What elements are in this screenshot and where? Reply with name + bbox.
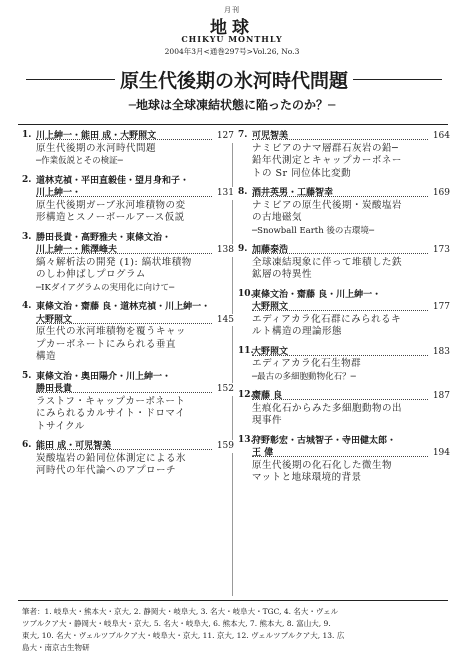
feature-title: 原生代後期の氷河時代問題 — [120, 70, 349, 92]
affiliation-line: 筆者：1. 岐阜大・熊本大・京大, 2. 静岡大・岐阜大, 3. 名大・岐阜大・TGC, 4. 名大・ヴェル — [22, 607, 339, 616]
article-number: 13. — [238, 434, 254, 445]
article-title-line: エディアカラ化石生物群 — [252, 358, 362, 369]
article-authors — [252, 244, 450, 257]
article-entry[interactable] — [238, 244, 450, 282]
page-number: 177 — [432, 302, 450, 312]
article-title-line: 形構造とスノーボールアース仮説 — [36, 212, 185, 223]
article-authors — [36, 130, 234, 143]
feature-title-row — [26, 66, 442, 93]
journal-name: 地球 — [210, 18, 254, 38]
author-text: 大野照文 — [252, 302, 289, 312]
page-number: 145 — [216, 314, 234, 325]
article-title-line: 原生代の氷河堆積物を覆うキャッ — [36, 326, 187, 337]
page-number: 131 — [216, 188, 234, 198]
article-title-line: 生痕化石からみた多細胞動物の出 — [252, 402, 403, 414]
article-number: 4. — [22, 301, 32, 311]
page-number: 152 — [216, 384, 234, 394]
article-title-line: トサイクル — [36, 420, 85, 432]
contents-left-column — [22, 130, 234, 485]
article-number: 8. — [238, 187, 248, 197]
author-text: 東條文治・齋藤 良・道林克禎・川上紳一・ — [36, 302, 211, 312]
article-authors — [36, 371, 234, 384]
article-authors — [36, 175, 234, 188]
article-number: 7. — [238, 130, 248, 140]
article-entry[interactable] — [238, 346, 450, 384]
page-number: 169 — [432, 188, 450, 198]
article-authors — [252, 187, 450, 200]
author-text: 加藤泰浩 — [252, 245, 289, 255]
article-entry[interactable] — [238, 390, 450, 428]
article-entry[interactable] — [238, 289, 450, 339]
affiliations-footnote — [22, 606, 444, 654]
page-leader-dots — [36, 449, 212, 450]
feature-subtitle: ─地球は全球凍結状態に陥ったのか？─ — [128, 98, 336, 112]
article-entry[interactable] — [238, 187, 450, 237]
page-leader-dots — [252, 456, 428, 457]
page-number: 173 — [432, 245, 450, 255]
article-title-line: マットと地球環境的背景 — [252, 472, 362, 483]
page-leader-dots — [36, 139, 212, 140]
article-number: 3. — [22, 231, 32, 242]
magazine-monthly-label: 月刊 — [224, 6, 240, 14]
article-authors — [252, 435, 450, 448]
author-text: 道林克禎・平田直毅佳・望月身和子・ — [36, 175, 190, 186]
article-title-line: プカーボネートにみられる垂直 — [36, 338, 176, 350]
article-authors — [36, 383, 234, 396]
article-number: 2. — [22, 174, 32, 185]
article-entry[interactable] — [22, 175, 234, 225]
article-title-line: 現事件 — [252, 415, 283, 426]
article-title-line: ルト構造の理論形態 — [252, 326, 343, 337]
author-text: 酒井英男・工藤智幸 — [252, 188, 334, 198]
page-leader-dots — [252, 399, 428, 400]
article-number: 5. — [22, 370, 32, 381]
journal-english-name: CHIKYU MONTHLY — [181, 34, 283, 44]
title-right-rule — [353, 79, 442, 80]
article-title-line: エディアカラ化石群にみられるキ — [252, 313, 402, 325]
article-authors — [252, 130, 450, 143]
article-authors — [36, 440, 234, 453]
author-text: 川上紳一・能田 成・大野照文 — [36, 131, 157, 141]
author-text: 川上紳一・ — [36, 188, 82, 198]
affiliation-line: 東大, 10. 名大・ヴェルツブルクア大・岐阜大・京大, 11. 京大, 12. ヴェルツブルクア大, 13. 広 — [22, 631, 345, 640]
author-text: 齋藤 良 — [252, 391, 283, 401]
article-title-line: ラストフ・キャップカーボネート — [36, 395, 186, 407]
contents-right-column — [238, 130, 450, 492]
article-title-line: 縞々解析法の開発 (1): 縞状堆積物 — [36, 256, 192, 268]
article-title-line: ナミビアの原生代後期・炭酸塩岩 — [252, 199, 403, 211]
article-subtitle: ─作業仮説とその検証─ — [36, 156, 123, 166]
page-leader-dots — [252, 253, 428, 254]
page-number: 164 — [432, 131, 450, 141]
page-leader-dots — [36, 196, 212, 197]
article-entry[interactable] — [238, 130, 450, 180]
issue-info: 2004年3月<通巻297号>Vol.26, No.3 — [164, 47, 300, 56]
article-subtitle: ─最古の多細胞動物化石？─ — [252, 371, 356, 382]
article-title-line: ナミビアのナマ層群石灰岩の鉛─ — [252, 142, 399, 154]
article-title-line: 構造 — [36, 351, 57, 362]
author-text: 勝田長貴・高野雅夫・東條文治・ — [36, 232, 172, 243]
affiliation-line: 島大・南京古生物研 — [22, 643, 90, 652]
article-authors — [36, 232, 234, 245]
page-number: 127 — [216, 131, 234, 141]
author-text: 王 偉 — [252, 448, 274, 458]
page-leader-dots — [252, 310, 428, 311]
author-text: 大野照文 — [252, 346, 289, 357]
page-number: 159 — [216, 441, 234, 451]
article-authors — [252, 447, 450, 460]
article-title-line: 原生代後期の氷河時代問題 — [36, 142, 157, 154]
page-leader-dots — [252, 355, 428, 356]
article-title-line: 鉱層の特異性 — [252, 269, 313, 280]
page-number: 194 — [432, 448, 450, 458]
page-leader-dots — [36, 253, 212, 254]
author-text: 東條文治・齋藤 良・川上紳一・ — [252, 289, 382, 300]
article-number: 12. — [238, 390, 254, 400]
article-number: 1. — [22, 130, 32, 140]
article-entry[interactable] — [22, 301, 234, 364]
article-authors — [252, 346, 450, 359]
article-subtitle: ─Snowball Earth 後の古環境─ — [252, 225, 375, 236]
article-title-line: 河時代の年代論へのアプローチ — [36, 465, 177, 476]
page-number: 138 — [216, 245, 234, 255]
article-authors — [252, 289, 450, 302]
page-leader-dots — [252, 196, 428, 197]
page-leader-dots — [36, 392, 212, 393]
bottom-rule — [18, 600, 448, 601]
page-leader-dots — [252, 139, 428, 140]
author-text: 東條文治・奥田陽介・川上紳一・ — [36, 371, 172, 382]
article-title-line: 炭酸塩岩の鉛同位体測定による氷 — [36, 452, 187, 464]
article-authors — [36, 314, 234, 327]
affiliation-line: ツブルクア大・静岡大・岐阜大・京大, 5. 名大・岐阜大, 6. 熊本大, 7. 熊本大, 8. 富山大, 9. — [22, 619, 331, 628]
article-title-line: の古地磁気 — [252, 212, 303, 223]
article-title-line: 鉛年代測定とキャップカーボネー — [252, 155, 402, 166]
page-number: 183 — [432, 346, 450, 357]
article-authors — [36, 187, 234, 200]
article-number: 11. — [238, 345, 254, 356]
article-title-line: 原生代後期の化石化した微生物 — [252, 459, 393, 471]
author-text: 勝田長貴 — [36, 384, 73, 394]
article-entry[interactable] — [22, 232, 234, 295]
article-number: 10. — [238, 288, 254, 299]
article-authors — [252, 390, 450, 403]
author-text: 大野照文 — [36, 314, 73, 325]
article-title-line: にみられるカルサイト・ドロマイ — [36, 408, 186, 419]
article-entry[interactable] — [22, 130, 234, 168]
title-left-rule — [26, 79, 115, 80]
article-number: 6. — [22, 440, 32, 450]
article-authors — [252, 301, 450, 314]
article-title-line: 原生代後期ガーブ氷河堆積物の変 — [36, 199, 186, 211]
article-entry[interactable] — [22, 440, 234, 478]
author-text: 可児智美 — [252, 131, 289, 141]
article-number: 9. — [238, 244, 248, 254]
page-number: 187 — [432, 391, 450, 401]
article-authors — [36, 244, 234, 257]
author-text: 能田 成・可児智美 — [36, 441, 112, 451]
article-title-line: トの Sr 同位体比変動 — [252, 167, 352, 179]
article-authors — [36, 301, 234, 314]
article-entry[interactable] — [238, 435, 450, 485]
author-text: 川上紳一・熊澤峰夫 — [36, 245, 118, 255]
article-entry[interactable] — [22, 371, 234, 434]
article-title-line: 全球凍結現象に伴って堆積した鉄 — [252, 256, 403, 268]
page-leader-dots — [36, 323, 212, 324]
article-subtitle: ─IKダイアグラムの実用化に向けて─ — [36, 282, 175, 293]
top-rule — [18, 124, 448, 125]
article-title-line: のしわ伸ばしプログラム — [36, 269, 146, 280]
author-text: 狩野彰宏・古城智子・寺田健太郎・ — [252, 435, 397, 446]
